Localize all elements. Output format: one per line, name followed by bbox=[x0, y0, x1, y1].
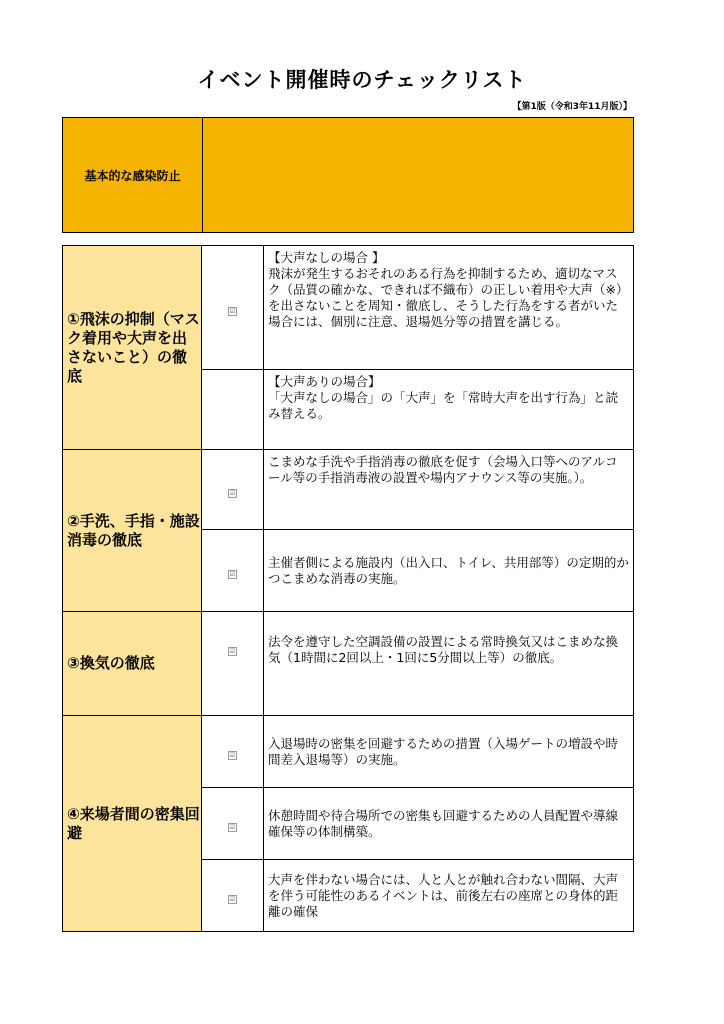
item-text: 主催者側による施設内（出入口、トイレ、共用部等）の定期的かつこまめな消毒の実施。 bbox=[264, 530, 634, 612]
table-row bbox=[63, 612, 634, 716]
table-row bbox=[63, 716, 634, 788]
table-row bbox=[63, 246, 634, 370]
category-cell: ①飛沫の抑制（マスク着用や大声を出さないこと）の徹底 bbox=[63, 246, 202, 450]
header-blank-cell bbox=[203, 118, 634, 233]
checklist-table bbox=[62, 245, 634, 932]
item-text: 【大声なしの場合 】 飛沫が発生するおそれのある行為を抑制するため、適切なマスク（品質の確かな、できれば不織布）の正しい着用や大声（※）を出さないことを周知・徹底し、そうした行為をする者がいた場合には、個別に注意、退場処分等の措置を講じる。 bbox=[264, 246, 634, 370]
checkbox-icon[interactable]: ☑ bbox=[229, 308, 236, 315]
category-cell: ②手洗、手指・施設消毒の徹底 bbox=[63, 450, 202, 612]
checkbox-icon[interactable]: ☑ bbox=[229, 752, 236, 759]
item-text: 法令を遵守した空調設備の設置による常時換気又はこまめな換気（1時間に2回以上・1回に5分間以上等）の徹底。 bbox=[264, 612, 634, 716]
version-label: 【第1版（令和3年11月版）】 bbox=[512, 102, 632, 112]
item-text: 大声を伴わない場合には、人と人とが触れ合わない間隔、大声を伴う可能性のあるイベントは、前後左右の座席との身体的距離の確保 bbox=[264, 860, 634, 932]
page-title: イベント開催時のチェックリスト bbox=[197, 68, 527, 92]
checkbox-icon[interactable]: ☑ bbox=[229, 896, 236, 903]
checkbox-cell[interactable] bbox=[202, 860, 264, 932]
table-row bbox=[63, 450, 634, 530]
item-text: こまめな手洗や手指消毒の徹底を促す（会場入口等へのアルコール等の手指消毒液の設置や場内アナウンス等の実施。）。 bbox=[264, 450, 634, 530]
category-cell: ③換気の徹底 bbox=[63, 612, 202, 716]
checkbox-cell[interactable] bbox=[202, 246, 264, 370]
checkbox-icon[interactable]: ☑ bbox=[229, 571, 236, 578]
checkbox-cell[interactable] bbox=[202, 450, 264, 530]
item-text: 休憩時間や待合場所での密集も回避するための人員配置や導線確保等の体制構築。 bbox=[264, 788, 634, 860]
checkbox-cell[interactable] bbox=[202, 788, 264, 860]
checkbox-cell-empty bbox=[202, 370, 264, 450]
checkbox-icon[interactable]: ☑ bbox=[229, 824, 236, 831]
category-cell: ④来場者間の密集回避 bbox=[63, 716, 202, 932]
checkbox-icon[interactable]: ☑ bbox=[229, 648, 236, 655]
header-label: 基本的な感染防止 bbox=[63, 118, 203, 233]
checkbox-cell[interactable] bbox=[202, 716, 264, 788]
checkbox-icon[interactable]: ☑ bbox=[229, 490, 236, 497]
item-text: 入退場時の密集を回避するための措置（入場ゲートの増設や時間差入退場等）の実施。 bbox=[264, 716, 634, 788]
item-text: 【大声ありの場合】 「大声なしの場合」の「大声」を「常時大声を出す行為」と読み替える。 bbox=[264, 370, 634, 450]
header-table bbox=[62, 117, 634, 233]
checkbox-cell[interactable] bbox=[202, 530, 264, 612]
checkbox-cell[interactable] bbox=[202, 612, 264, 716]
